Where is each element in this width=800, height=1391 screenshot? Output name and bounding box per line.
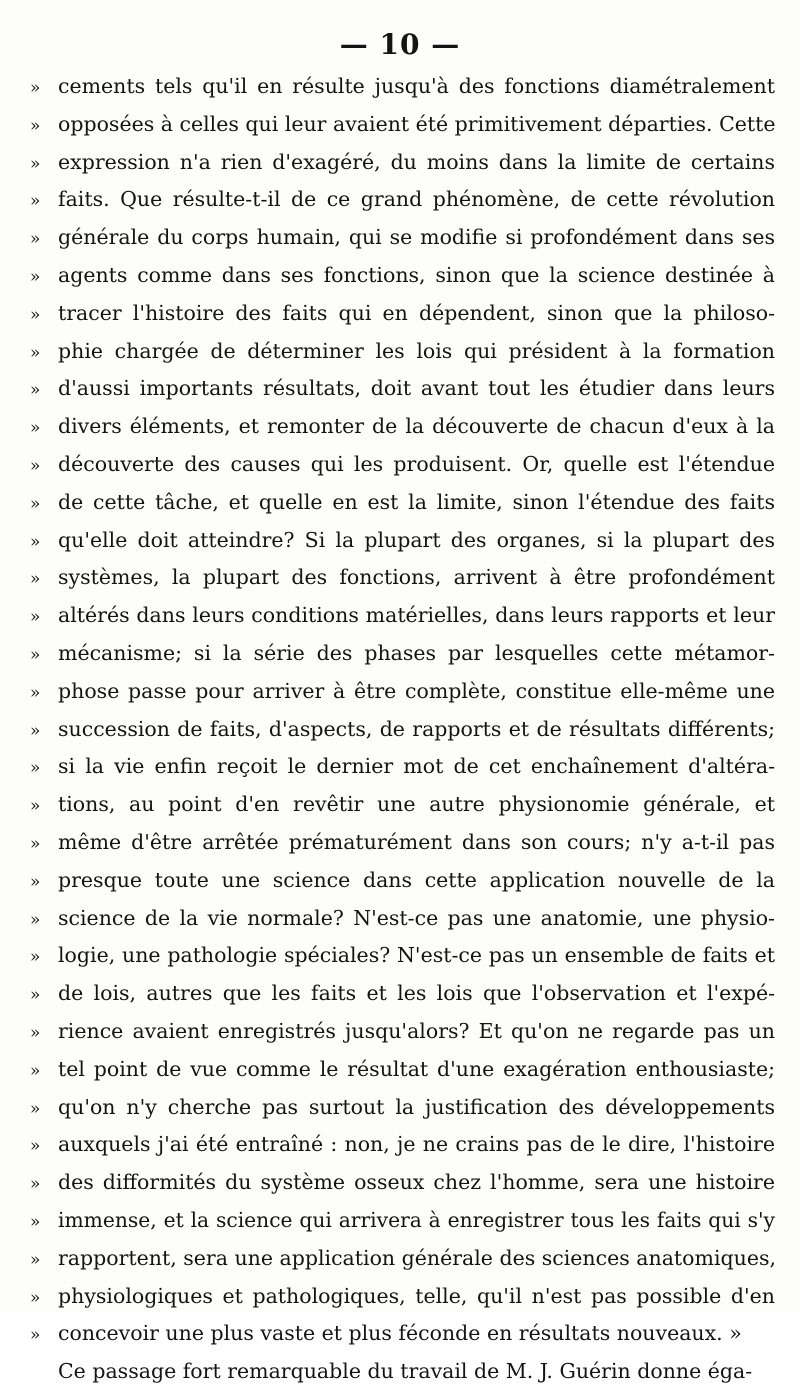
line-text: physiologiques et pathologiques, telle, qu'il n'est pas possible d'en	[58, 1283, 775, 1308]
quote-mark: »	[30, 833, 41, 854]
page-number: — 10 —	[339, 28, 461, 61]
quote-mark: »	[30, 493, 41, 514]
quote-mark: »	[30, 342, 41, 363]
line-text: succession de faits, d'aspects, de rapports et de résultats différents;	[58, 716, 775, 741]
quote-mark: »	[30, 1136, 41, 1157]
quote-mark: »	[30, 682, 41, 703]
line-text: systèmes, la plupart des fonctions, arrivent à être profondément	[58, 565, 775, 590]
line-text: tel point de vue comme le résultat d'une exagération enthousiaste;	[58, 1056, 775, 1081]
quote-mark: »	[30, 720, 41, 741]
quote-mark: »	[30, 947, 41, 968]
text-line	[30, 559, 775, 597]
text-line	[30, 1126, 775, 1164]
line-text: tracer l'histoire des faits qui en dépendent, sinon que la philoso-	[58, 300, 775, 325]
text-line	[30, 106, 775, 144]
line-text: logie, une pathologie spéciales? N'est-ce pas un ensemble de faits et	[58, 943, 775, 968]
text-line	[30, 786, 775, 824]
quote-mark: »	[30, 758, 41, 779]
quote-mark: »	[30, 644, 41, 665]
quote-mark: »	[30, 1098, 41, 1119]
line-text: qu'elle doit atteindre? Si la plupart des organes, si la plupart des	[58, 527, 775, 552]
text-line	[30, 333, 775, 371]
text-line	[30, 1164, 775, 1202]
quote-mark: »	[30, 1325, 41, 1346]
text-line	[30, 673, 775, 711]
line-text: presque toute une science dans cette application nouvelle de la	[58, 867, 775, 892]
line-text: agents comme dans ses fonctions, sinon que la science destinée à	[58, 262, 775, 287]
text-line	[30, 900, 775, 938]
line-text: cements tels qu'il en résulte jusqu'à des fonctions diamétralement	[58, 74, 775, 98]
quote-mark: »	[30, 1022, 41, 1043]
text-line	[30, 937, 775, 975]
text-line	[30, 144, 775, 182]
line-text: d'aussi importants résultats, doit avant tout les étudier dans leurs	[58, 376, 775, 401]
line-text: opposées à celles qui leur avaient été primitivement départies. Cette	[58, 111, 776, 136]
quote-mark: »	[30, 115, 41, 136]
line-text: de lois, autres que les faits et les lois que l'observation et l'expé-	[58, 981, 775, 1006]
line-text: Ce passage fort remarquable du travail de M. J. Guérin donne éga-	[58, 1359, 753, 1384]
line-text: qu'on n'y cherche pas surtout la justification des développements	[58, 1094, 775, 1119]
quote-mark: »	[30, 229, 41, 250]
line-text: phose passe pour arriver à être complète, constitue elle-même une	[58, 678, 775, 703]
line-text: générale du corps humain, qui se modifie si profondément dans ses	[58, 225, 775, 250]
quote-mark: »	[30, 78, 41, 98]
text-line	[30, 862, 775, 900]
quote-mark: »	[30, 569, 41, 590]
quote-mark: »	[30, 1287, 41, 1308]
text-line	[30, 295, 775, 333]
text-line	[30, 1202, 775, 1240]
text-line	[30, 748, 775, 786]
quote-mark: »	[30, 796, 41, 817]
quote-mark: »	[30, 153, 41, 174]
text-line	[30, 1089, 775, 1127]
line-text: rapportent, sera une application générale des sciences anatomiques,	[58, 1245, 777, 1270]
text-line	[30, 484, 775, 522]
line-text: immense, et la science qui arrivera à enregistrer tous les faits qui s'y	[58, 1207, 775, 1232]
line-text: tions, au point d'en revêtir une autre physionomie générale, et	[58, 792, 775, 817]
line-text: auxquels j'ai été entraîné : non, je ne crains pas de le dire, l'histoire	[58, 1132, 775, 1157]
text-line	[30, 1278, 775, 1316]
line-text: faits. Que résulte-t-il de ce grand phénomène, de cette révolution	[58, 187, 775, 212]
text-line	[30, 1240, 775, 1278]
line-text: des difformités du système osseux chez l'homme, sera une histoire	[58, 1170, 775, 1195]
line-text: si la vie enfin reçoit le dernier mot de cet enchaînement d'altéra-	[58, 754, 775, 779]
text-line	[30, 597, 775, 635]
body-text	[30, 68, 775, 1391]
quote-mark: »	[30, 418, 41, 439]
text-line	[30, 522, 775, 560]
quote-mark: »	[30, 871, 41, 892]
quote-mark: »	[30, 1211, 41, 1232]
line-text: même d'être arrêtée prématurément dans son cours; n'y a-t-il pas	[58, 829, 775, 854]
line-text: de cette tâche, et quelle en est la limite, sinon l'étendue des faits	[58, 489, 775, 514]
line-text: altérés dans leurs conditions matérielles, dans leurs rapports et leur	[58, 603, 775, 628]
text-line	[30, 975, 775, 1013]
line-text: rience avaient enregistrés jusqu'alors? Et qu'on ne regarde pas un	[58, 1018, 775, 1043]
line-text: phie chargée de déterminer les lois qui président à la formation	[58, 338, 775, 363]
quote-mark: »	[30, 1060, 41, 1081]
quote-mark: »	[30, 607, 41, 628]
quote-mark: »	[30, 304, 41, 325]
text-line	[30, 824, 775, 862]
text-line	[30, 1013, 775, 1051]
text-line	[30, 1051, 775, 1089]
text-line	[30, 408, 775, 446]
text-line	[30, 181, 775, 219]
text-line	[30, 635, 775, 673]
quote-mark: »	[30, 531, 41, 552]
text-line	[30, 219, 775, 257]
text-line	[30, 1315, 775, 1353]
quote-mark: »	[30, 380, 41, 401]
line-text: découverte des causes qui les produisent. Or, quelle est l'étendue	[58, 451, 775, 476]
text-line	[30, 68, 775, 106]
quote-mark: »	[30, 985, 41, 1006]
text-line	[30, 370, 775, 408]
line-text: concevoir une plus vaste et plus féconde en résultats nouveaux. »	[58, 1321, 742, 1346]
text-line	[30, 1353, 775, 1391]
text-line	[30, 257, 775, 295]
text-line	[30, 711, 775, 749]
line-text: expression n'a rien d'exagéré, du moins dans la limite de certains	[58, 149, 775, 174]
quote-mark: »	[30, 191, 41, 212]
line-text: divers éléments, et remonter de la découverte de chacun d'eux à la	[58, 414, 775, 439]
quote-mark: »	[30, 1174, 41, 1195]
quote-mark: »	[30, 909, 41, 930]
line-text: mécanisme; si la série des phases par lesquelles cette métamor-	[58, 640, 775, 665]
quote-mark: »	[30, 1249, 41, 1270]
text-line	[30, 446, 775, 484]
quote-mark: »	[30, 266, 41, 287]
line-text: science de la vie normale? N'est-ce pas une anatomie, une physio-	[58, 905, 775, 930]
quote-mark: »	[30, 455, 41, 476]
